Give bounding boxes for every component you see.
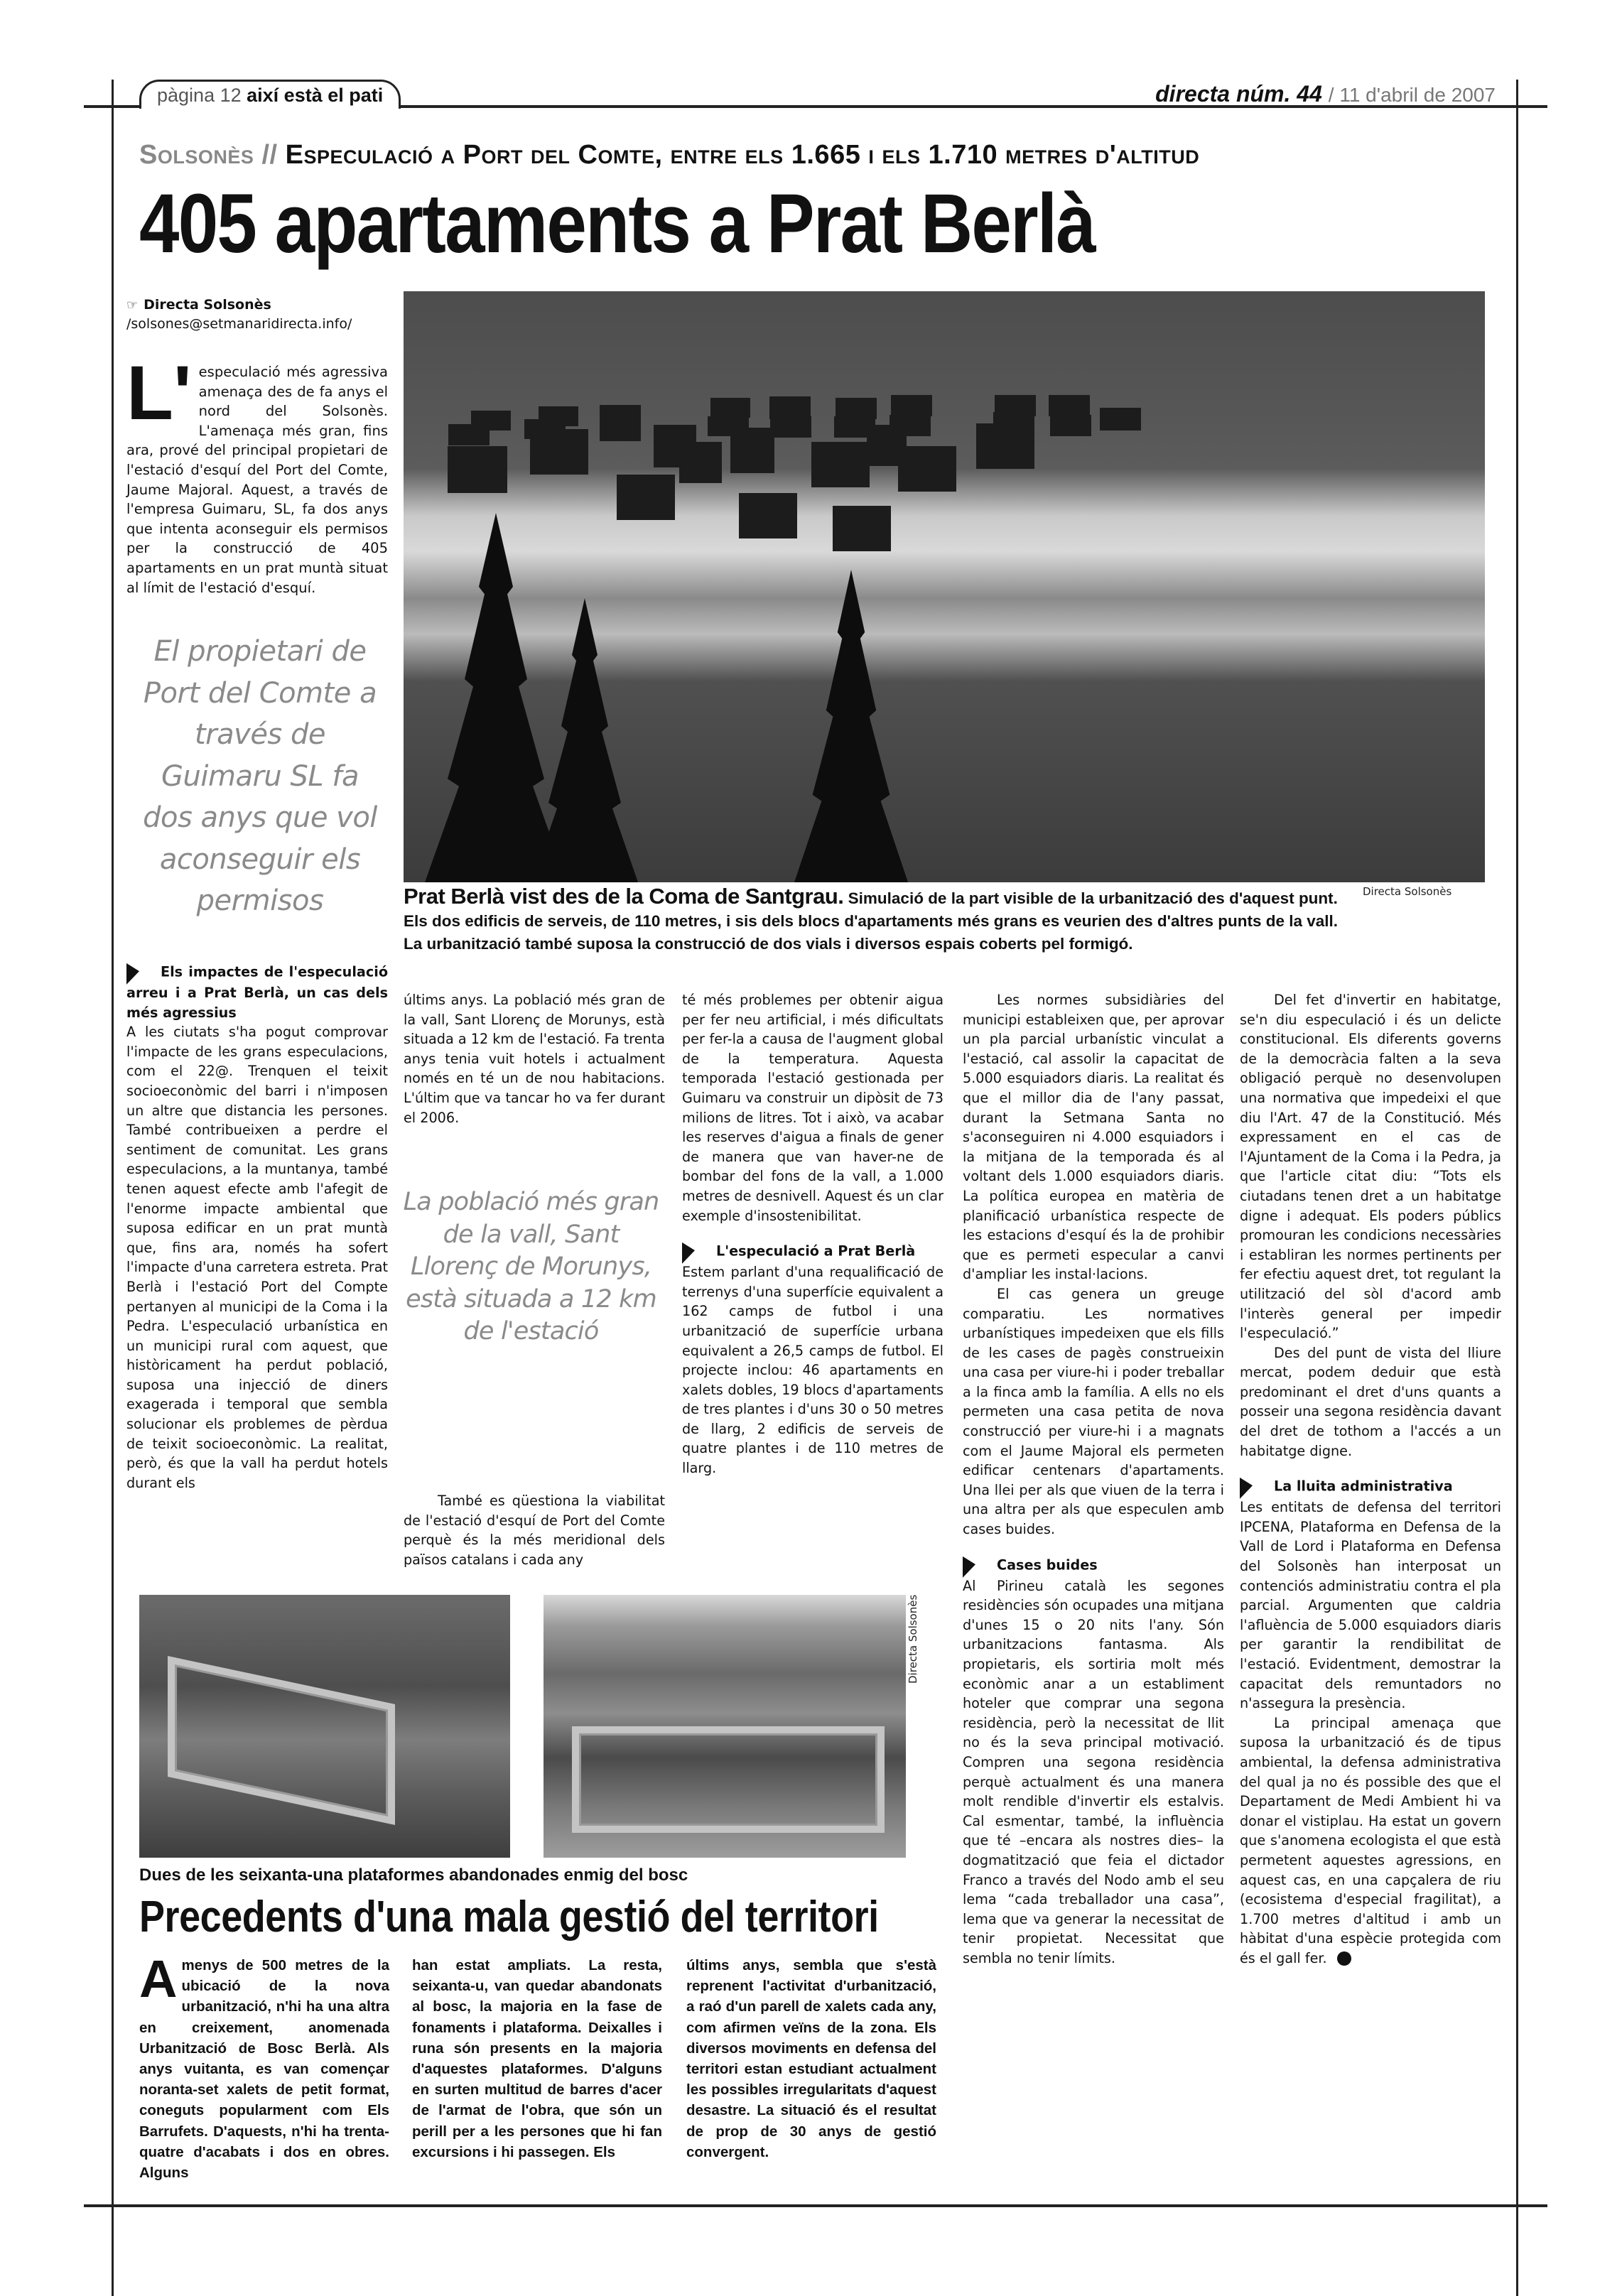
simulated-building bbox=[530, 429, 588, 475]
abandoned-platform-photo-2 bbox=[544, 1595, 906, 1858]
article-lede bbox=[126, 350, 388, 597]
column-text: El cas genera un greuge comparatiu. Les normatives urbanístiques impedeixen que els fills de les cases de pagès construeixin una casa per viure-hi i poder treballar a la finca amb la família. A ells no els permeten una casa petita de nova construcció per viure-hi i a magnats com el Jaume Majoral els permeten edificar centenars d'apartaments. Una llei per als que viuen de la terra i una altra per als que especulen amb cases buides. bbox=[963, 1285, 1224, 1538]
subhead bbox=[682, 1241, 944, 1262]
simulated-building bbox=[617, 475, 675, 520]
abandoned-platform-photo-1 bbox=[139, 1595, 510, 1858]
kicker-separator: // bbox=[261, 140, 278, 170]
dropcap: L' bbox=[126, 350, 192, 435]
simulated-building bbox=[1049, 395, 1090, 416]
column-text: menys de 500 metres de la ubicació de la nova urbanització, n'hi ha una altra en creixement, anomenada Urbanització de Bosc Berlà. Als anys vuitanta, es van començar noranta-set xalets de petit format, coneguts popularment com Els Barrufets. D'aquests, n'hi ha trenta-quatre d'acabats i dos en obres. Alguns bbox=[139, 1957, 389, 2182]
foreground-pine-tree bbox=[425, 513, 567, 882]
article-headline: 405 apartaments a Prat Berlà bbox=[139, 177, 1096, 271]
lede-text: especulació més agressiva amenaça des de fa anys el nord del Solsonès. L'amenaça més gran, fins ara, prové del principal propietari de l'estació d'esquí del Port del Comte, Jaume Majoral. Aquest, a través de l'empresa Guimaru, SL, fa dos anys que intenta aconseguir els permisos per la construcció de 405 apartaments en un prat muntà situat al límit de l'estació d'esquí. bbox=[126, 364, 388, 596]
byline bbox=[126, 296, 389, 333]
simulated-building bbox=[1050, 415, 1091, 436]
issue-info bbox=[1155, 81, 1496, 108]
main-photo-prat-berla bbox=[404, 291, 1485, 882]
column-text: té més problemes per obtenir aigua per fer neu artificial, i més dificultats per fer-la a causa de l'augment global de la temperatura. Aquesta temporada l'estació gestionada per Guimaru va construir un dipòsit de 73 milions de litres. Tot i això, va acabar les reserves d'aigua a finals de gener de manera que van haver-ne de bombar del fons de la vall, a 1.000 metres de desnivell. Aquest és un clar exemple d'insostenibilitat. bbox=[682, 992, 944, 1224]
kicker-region: Solsonès bbox=[139, 140, 254, 170]
sidebar-headline: Precedents d'una mala gestió del territori bbox=[139, 1892, 879, 1942]
subhead-text: La lluita administrativa bbox=[1274, 1478, 1453, 1495]
column-text: últims anys. La població més gran de la vall, Sant Llorenç de Morunys, està situada a 12 km de l'estació. Fa trenta anys tenia vuit hotels i actualment només en té un de nou habitacions. L'últim que va tancar ho va fer durant el 2006. bbox=[404, 992, 665, 1126]
photo-caption bbox=[404, 885, 1348, 955]
column-text: últims anys, sembla que s'està reprenent l'activitat d'urbanització, a raó d'un parell de xalets cada any, com afirmen veïns de la zona. Els diversos moviments en defensa del territori estan estudiant actualment les possibles irregularitats d'aquest desastre. La situació és el resultat de prop de 30 anys de gestió convergent. bbox=[686, 1957, 936, 2160]
article-column-1 bbox=[126, 962, 388, 1493]
footer-rule bbox=[84, 2204, 1547, 2207]
foreground-pine-tree bbox=[531, 598, 638, 882]
subhead bbox=[126, 962, 388, 1022]
simulated-building bbox=[710, 398, 750, 418]
column-text: Les entitats de defensa del territori IPCENA, Plataforma en Defensa de la Vall de Lord i Plataforma en Defensa del Solsonès han interposat un contenciós administratiu contra el pla parcial. Argumenten que caldria l'afluència de 5.000 esquiadors diaris per garantir la rendibilitat de l'estació. Evidentment, demostrar la capacitat dels remuntadors no n'assegura la presència. bbox=[1240, 1499, 1501, 1712]
column-text-end: La principal amenaça que suposa la urbanització és de tipus ambiental, la defensa administrativa del qual ja no és possible des que el Departament de Medi Ambient hi va donar el vistiplau. Ha estat un govern que s'anomena ecologista el que està permetent aquestes agressions, en aquest cas, en una capçalera de riu (ecosistema d'especial fragilitat), a 1.700 metres d'altitud i amb un hàbitat d'una espècie protegida com és el gall fer. bbox=[1240, 1714, 1501, 1966]
photo-caption-text: Simulació de la part visible de la urbanització des d'aquest punt. Els dos edificis de serveis, de 110 metres, i sis dels blocs d'apartaments més grans es veurien des d'altres punts de la vall. La urbanització també suposa la construcció de dos vials i diversos espais coberts pel formigó. bbox=[404, 889, 1339, 953]
simulated-building bbox=[448, 446, 507, 493]
simulated-building bbox=[811, 442, 870, 487]
column-text: Estem parlant d'una requalificació de terrenys d'una superfície equivalent a 162 camps de futbol i una urbanització de superfície urbana equivalent a 26,5 camps de futbol. El projecte inclou: 46 apartaments en xalets dobles, 19 blocs d'apartaments de tres plantes i d'uns 30 o 50 metres de llarg, 2 edificis de serveis de quatre plantes i de 110 metres de llarg. bbox=[682, 1264, 944, 1477]
simulated-building bbox=[1100, 408, 1141, 430]
page-number: pàgina 12 bbox=[157, 85, 242, 106]
simulated-building bbox=[770, 416, 811, 438]
simulated-building bbox=[976, 423, 1034, 469]
subhead-text: L'especulació a Prat Berlà bbox=[716, 1242, 916, 1260]
subhead-text: Els impactes de l'especulació arreu i a Prat Berlà, un cas dels més agressius bbox=[126, 963, 388, 1021]
dropcap: A bbox=[139, 1949, 178, 2008]
simulated-building bbox=[600, 420, 641, 441]
column-text: Les normes subsidiàries del municipi estableixen que, per aprovar un pla parcial urbanístic vinculat a l'estació, cal assolir la capacitat de 5.000 esquiadors diaris. La realitat és que el millor dia de l'any passat, durant la Setmana Santa no s'aconseguiren ni 4.000 esquiadors i la mitjana de la temporada és al voltant dels 1.000 esquiadors diaris. La política europea en matèria de planificació urbanística respecte de les estacions d'esquí és la de prohibir que es permeti especular a canvi d'ampliar les instal·lacions. bbox=[963, 992, 1224, 1283]
photo-credit-vertical: Directa Solsonès bbox=[907, 1594, 919, 1684]
sidebar-column-3 bbox=[686, 1955, 936, 2162]
issue-date: / 11 d'abril de 2007 bbox=[1328, 84, 1496, 106]
page-border-left bbox=[112, 80, 114, 2296]
photo-credit: Directa Solsonès bbox=[1363, 885, 1452, 898]
byline-author: Directa Solsonès bbox=[144, 297, 271, 313]
column-text: Des del punt de vista del lliure mercat, podem deduir que està predominant el dret d'uns quants a posseir una segona residència davant del dret de tothom a l'accés a un habitatge digne. bbox=[1240, 1344, 1501, 1459]
article-column-5 bbox=[1240, 990, 1501, 1969]
column-text: Del fet d'invertir en habitatge, se'n diu especulació i és un delicte constitucional. Els diferents governs de la democràcia falten a la seva obligació perquè no desenvolupen una normativa que impedeixi el que diu l'Art. 47 de la Constitució. Més expressament en el cas de l'Ajuntament de la Coma i la Pedra, ja que l'article citat diu: “Tots els ciutadans tenen dret a un habitatge digne i adequat. Els poders públics promouran les condicions necessàries i establiran les normes pertinents per fer efectiu aquest dret, tot regulant la utilització del sòl d'acord amb l'interès general per impedir l'especulació.” bbox=[1240, 992, 1501, 1342]
column-text: Al Pirineu català les segones residències són ocupades una mitjana d'unes 15 o 20 nits l'any. Són urbanitzacions fantasma. Als propietaris, els sortiria molt més econòmic anar a un establiment hoteler que comprar una segona residència, però la necessitat de llit no és la seva principal motivació. Compren una segona residència perquè actualment és una manera molt rendible d'invertir els estalvis. Cal esmentar, també, la influència que té –encara als nostres dies– la dogmatització que feia el dictador Franco a través del Nodo amb el seu lema “cada treballador una casa”, lema que va generar la necessitat de tenir propietat. Necessitat que sembla no tenir límits. bbox=[963, 1577, 1224, 1966]
foreground-pine-tree bbox=[794, 570, 908, 882]
simulated-building bbox=[739, 493, 797, 538]
publication-name: directa núm. 44 bbox=[1155, 81, 1322, 107]
pullquote-owner: El propietari de Port del Comte a través de Guimaru SL fa dos anys que vol aconseguir els permisos bbox=[143, 635, 377, 917]
page-border-right bbox=[1516, 80, 1518, 2296]
sidebar-photo-caption: Dues de les seixanta-una plataformes abandonades enmig del bosc bbox=[139, 1866, 688, 1885]
simulated-building bbox=[448, 424, 490, 445]
simulated-building bbox=[679, 442, 722, 483]
article-column-2 bbox=[404, 990, 665, 1127]
end-of-article-icon: d/ bbox=[1337, 1951, 1351, 1966]
arrow-bullet-icon bbox=[1240, 1475, 1253, 1499]
simulated-building bbox=[833, 506, 891, 551]
column-text bbox=[1240, 1713, 1501, 1969]
simulated-building bbox=[730, 428, 774, 473]
arrow-bullet-icon bbox=[963, 1554, 975, 1578]
column-text: han estat ampliats. La resta, seixanta-u, van quedar abandonats al bosc, la majoria en la fase de fonaments i plataforma. Deixalles i runa són presents en la majoria d'aquestes plataformes. D'alguns en surten multitud de barres d'acer de l'armat de l'obra, que són un perill per a les persones que hi fan excursions i hi passegen. Els bbox=[412, 1957, 662, 2160]
byline-email[interactable]: /solsones@setmanaridirecta.info/ bbox=[126, 316, 352, 332]
article-column-4 bbox=[963, 990, 1224, 1969]
subhead bbox=[963, 1555, 1224, 1576]
article-column-3 bbox=[682, 990, 944, 1478]
arrow-bullet-icon bbox=[682, 1240, 695, 1264]
pullquote-sant-llorenc: La població més gran de la vall, Sant Llorenç de Morunys, està situada a 12 km de l'estació bbox=[403, 1188, 659, 1345]
simulated-building bbox=[898, 446, 956, 492]
subhead-text: Cases buides bbox=[997, 1556, 1098, 1574]
simulated-building bbox=[891, 395, 932, 416]
simulated-building bbox=[890, 415, 931, 436]
kicker-text: Especulació a Port del Comte, entre els 1.665 i els 1.710 metres d'altitud bbox=[285, 140, 1200, 170]
subhead bbox=[1240, 1476, 1501, 1498]
section-name: així està el pati bbox=[247, 85, 384, 106]
column-text: A les ciutats s'ha pogut comprovar l'impacte de les grans especulacions, com el 22@. Trenquen el teixit socioeconòmic del barri i n'imposen un altre que distancia les persones. També contribueixen a perdre el sentiment de comunitat. Les grans especulacions, a la muntanya, també tenen aquest efecte amb l'afegit de l'enorme impacte ambiental que suposa edificar en un prat muntà que, fins ara, només ha sofert l'impacte d'una carretera estreta. Prat Berlà i l'estació Port del Compte pertanyen al municipi de la Coma i la Pedra. L'especulació urbanística en un municipi rural com aquest, que històricament ha perdut població, suposa una injecció de diners exagerada i temporal que sembla solucionar els problemes de pèrdua de teixit socioeconòmic. La realitat, però, és que la vall ha perdut hotels durant els bbox=[126, 1024, 388, 1491]
photo-caption-lead: Prat Berlà vist des de la Coma de Santgrau. bbox=[404, 884, 844, 909]
arrow-bullet-icon bbox=[126, 960, 139, 985]
article-column-2-bottom bbox=[404, 1491, 665, 1569]
sidebar-column-2 bbox=[412, 1955, 662, 2162]
column-text: També es qüestiona la viabilitat de l'estació d'esquí de Port del Comte perquè és la més meridional dels països catalans i cada any bbox=[404, 1493, 665, 1568]
page-section-tab bbox=[139, 80, 401, 109]
concrete-platform bbox=[168, 1656, 395, 1825]
concrete-platform bbox=[572, 1726, 885, 1833]
sidebar-column-1 bbox=[139, 1949, 389, 2183]
pointing-hand-icon: ☞ bbox=[126, 298, 139, 313]
article-kicker bbox=[139, 139, 1489, 170]
